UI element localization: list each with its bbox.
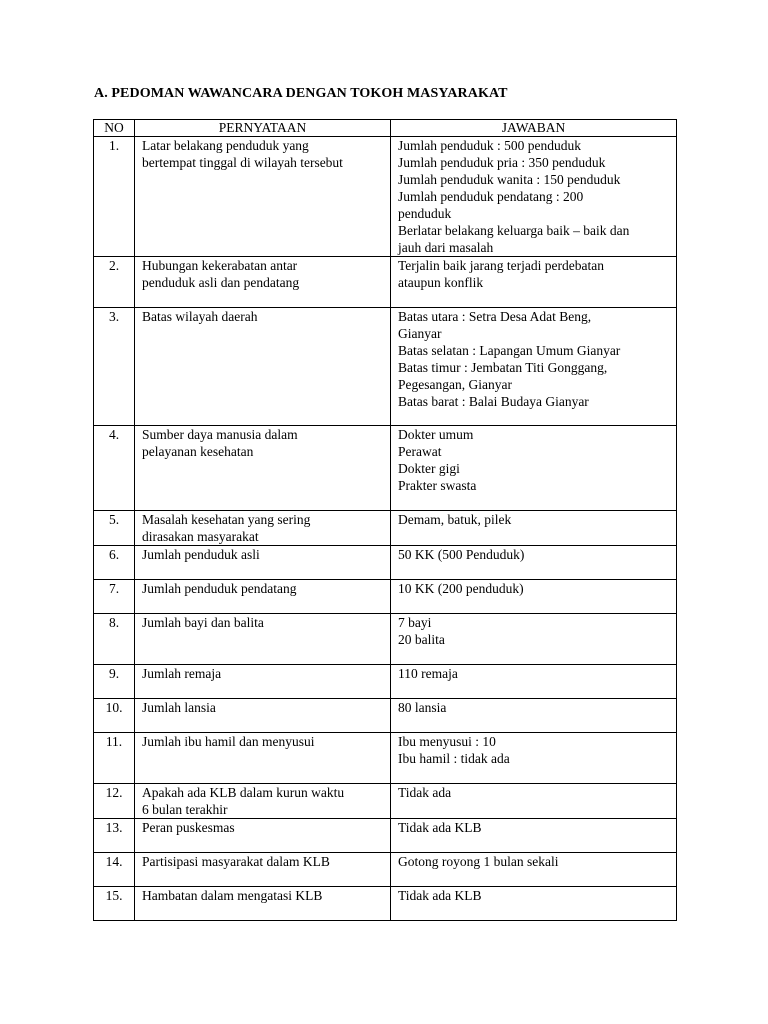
row-number: 1. [94,137,135,257]
question-cell [135,426,391,511]
table-row [94,308,677,426]
answer-cell [391,887,677,921]
answer-cell [391,426,677,511]
answer-line: Berlatar belakang keluarga baik – baik dan [398,223,630,238]
column-header-answer: JAWABAN [391,120,677,137]
answer-line: Gianyar [398,326,442,341]
table-row [94,853,677,887]
question-line: Jumlah lansia [142,700,216,715]
question-line: Latar belakang penduduk yang [142,138,309,153]
answer-cell [391,733,677,784]
row-number: 11. [94,733,135,784]
answer-cell [391,257,677,308]
answer-line: Jumlah penduduk : 500 penduduk [398,138,581,153]
question-line: Apakah ada KLB dalam kurun waktu [142,785,345,800]
question-cell [135,257,391,308]
answer-line: ataupun konflik [398,275,484,290]
interview-table [93,119,677,921]
question-line: penduduk asli dan pendatang [142,275,300,290]
question-line: Peran puskesmas [142,820,235,835]
question-line: Jumlah ibu hamil dan menyusui [142,734,315,749]
answer-line: 20 balita [398,632,445,647]
question-cell [135,546,391,580]
question-line: Hambatan dalam mengatasi KLB [142,888,323,903]
column-header-question: PERNYATAAN [135,120,391,137]
table-row [94,137,677,257]
answer-line: Terjalin baik jarang terjadi perdebatan [398,258,604,273]
answer-line: Tidak ada [398,785,452,800]
answer-cell [391,784,677,819]
question-cell [135,853,391,887]
answer-line: Ibu menyusui : 10 [398,734,496,749]
answer-line: Prakter swasta [398,478,477,493]
document-heading: A. PEDOMAN WAWANCARA DENGAN TOKOH MASYARAKAT [94,86,508,101]
question-cell [135,784,391,819]
question-cell [135,819,391,853]
table-row [94,580,677,614]
answer-line: penduduk [398,206,452,221]
question-cell [135,614,391,665]
question-line: bertempat tinggal di wilayah tersebut [142,155,343,170]
row-number: 10. [94,699,135,733]
row-number: 5. [94,511,135,546]
answer-line: Perawat [398,444,442,459]
answer-line: Dokter umum [398,427,474,442]
table-row [94,784,677,819]
question-line: Sumber daya manusia dalam [142,427,298,442]
answer-line: 50 KK (500 Penduduk) [398,547,525,562]
answer-cell [391,546,677,580]
row-number: 15. [94,887,135,921]
answer-line: Batas barat : Balai Budaya Gianyar [398,394,589,409]
answer-cell [391,308,677,426]
answer-cell [391,580,677,614]
table-row [94,887,677,921]
question-line: 6 bulan terakhir [142,802,228,817]
table-row [94,699,677,733]
row-number: 13. [94,819,135,853]
answer-line: Batas timur : Jembatan Titi Gonggang, [398,360,608,375]
table-row [94,546,677,580]
row-number: 12. [94,784,135,819]
answer-line: Gotong royong 1 bulan sekali [398,854,559,869]
table-row [94,819,677,853]
answer-cell [391,614,677,665]
question-line: Jumlah remaja [142,666,222,681]
table-body [94,137,677,921]
row-number: 4. [94,426,135,511]
answer-cell [391,137,677,257]
question-line: Masalah kesehatan yang sering [142,512,311,527]
answer-line: Tidak ada KLB [398,888,482,903]
table-row [94,665,677,699]
table-row [94,426,677,511]
row-number: 7. [94,580,135,614]
answer-cell [391,853,677,887]
row-number: 2. [94,257,135,308]
answer-line: 110 remaja [398,666,458,681]
question-line: Jumlah penduduk pendatang [142,581,297,596]
column-header-no: NO [94,120,135,137]
question-line: Jumlah bayi dan balita [142,615,264,630]
table-row [94,511,677,546]
question-line: pelayanan kesehatan [142,444,254,459]
answer-line: Demam, batuk, pilek [398,512,512,527]
question-line: dirasakan masyarakat [142,529,259,544]
answer-line: jauh dari masalah [398,240,494,255]
question-cell [135,511,391,546]
question-line: Partisipasi masyarakat dalam KLB [142,854,330,869]
answer-line: 10 KK (200 penduduk) [398,581,524,596]
answer-line: 7 bayi [398,615,432,630]
answer-line: Tidak ada KLB [398,820,482,835]
question-cell [135,887,391,921]
answer-line: Jumlah penduduk pria : 350 penduduk [398,155,606,170]
question-cell [135,733,391,784]
row-number: 3. [94,308,135,426]
row-number: 6. [94,546,135,580]
table-row [94,257,677,308]
question-line: Batas wilayah daerah [142,309,258,324]
answer-line: Jumlah penduduk pendatang : 200 [398,189,584,204]
answer-line: Batas utara : Setra Desa Adat Beng, [398,309,592,324]
row-number: 8. [94,614,135,665]
answer-line: Batas selatan : Lapangan Umum Gianyar [398,343,621,358]
row-number: 9. [94,665,135,699]
question-cell [135,699,391,733]
row-number: 14. [94,853,135,887]
answer-line: Dokter gigi [398,461,460,476]
question-cell [135,308,391,426]
answer-cell [391,665,677,699]
answer-cell [391,819,677,853]
answer-cell [391,511,677,546]
table-header-row [94,120,677,137]
question-cell [135,665,391,699]
answer-cell [391,699,677,733]
table-row [94,733,677,784]
answer-line: Ibu hamil : tidak ada [398,751,510,766]
answer-line: Pegesangan, Gianyar [398,377,512,392]
answer-line: Jumlah penduduk wanita : 150 penduduk [398,172,621,187]
question-cell [135,137,391,257]
table-row [94,614,677,665]
answer-line: 80 lansia [398,700,447,715]
question-line: Jumlah penduduk asli [142,547,260,562]
question-line: Hubungan kekerabatan antar [142,258,298,273]
question-cell [135,580,391,614]
